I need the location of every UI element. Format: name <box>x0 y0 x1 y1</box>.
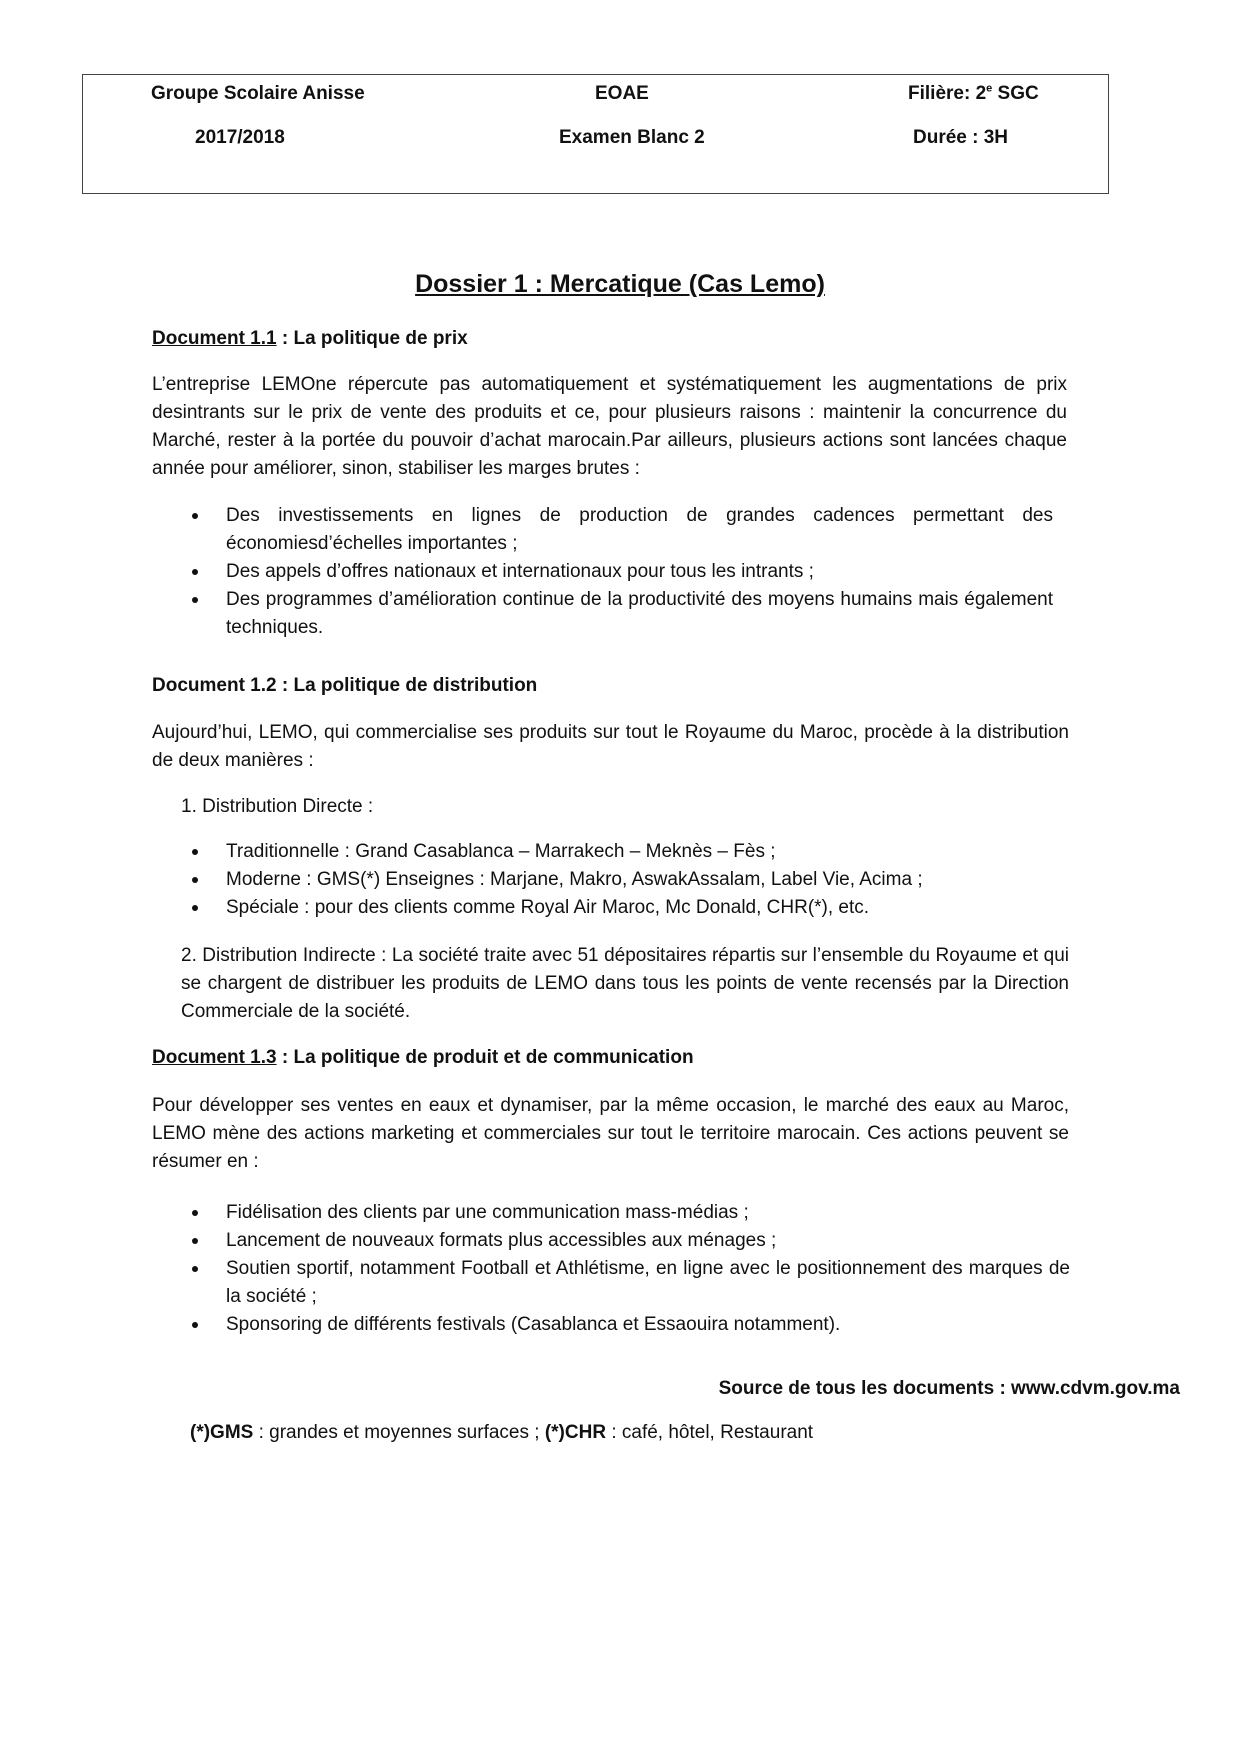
exam-header <box>82 74 1109 194</box>
page-title: Dossier 1 : Mercatique (Cas Lemo) <box>415 270 825 298</box>
exam-duration: Durée : 3H <box>913 127 1009 148</box>
doc2-paragraph: Aujourd’hui, LEMO, qui commercialise ses produits sur tout le Royaume du Maroc, procède à la distribution de deux manières : <box>152 722 1069 771</box>
doc3-paragraph: Pour développer ses ventes en eaux et dynamiser, par la même occasion, le marché des eaux au Maroc, LEMO mène des actions marketing et commerciales sur tout le territoire marocain. Ces actions peuvent se résumer en : <box>152 1095 1069 1172</box>
doc3-bullets <box>190 1199 1070 1339</box>
list-item: Traditionnelle : Grand Casablanca – Marrakech – Meknès – Fès ; <box>190 838 1070 866</box>
filiere: Filière: 2e SGC <box>908 82 1039 104</box>
doc2-heading: Document 1.2 : La politique de distribution <box>152 675 538 696</box>
list-item: Moderne : GMS(*) Enseignes : Marjane, Makro, AswakAssalam, Label Vie, Acima ; <box>190 866 1070 894</box>
source-line: Source de tous les documents : www.cdvm.gov.ma <box>718 1378 1180 1399</box>
list-item: Des programmes d’amélioration continue de la productivité des moyens humains mais également techniques. <box>190 586 1053 642</box>
list-item: Soutien sportif, notamment Football et Athlétisme, en ligne avec le positionnement des marques de la société ; <box>190 1255 1070 1311</box>
school-year: 2017/2018 <box>195 127 285 148</box>
doc1-heading: Document 1.1 : La politique de prix <box>152 328 468 349</box>
doc3-heading: Document 1.3 : La politique de produit et de communication <box>152 1047 694 1068</box>
doc2-bullets <box>190 838 1070 922</box>
list-item: Lancement de nouveaux formats plus accessibles aux ménages ; <box>190 1227 1070 1255</box>
center-name: EOAE <box>595 83 649 104</box>
school-name: Groupe Scolaire Anisse <box>151 83 365 104</box>
list-item: Fidélisation des clients par une communication mass-médias ; <box>190 1199 1070 1227</box>
list-item: Spéciale : pour des clients comme Royal Air Maroc, Mc Donald, CHR(*), etc. <box>190 894 1070 922</box>
direct-distribution-label: 1. Distribution Directe : <box>181 796 374 817</box>
exam-name: Examen Blanc 2 <box>559 127 705 148</box>
doc1-bullets <box>190 502 1053 642</box>
footnote: (*)GMS : grandes et moyennes surfaces ; (*)CHR : café, hôtel, Restaurant <box>190 1422 814 1443</box>
list-item: Sponsoring de différents festivals (Casablanca et Essaouira notamment). <box>190 1311 1070 1339</box>
doc1-paragraph: L’entreprise LEMOne répercute pas automatiquement et systématiquement les augmentations de prix desintrants sur le prix de vente des produits et ce, pour plusieurs raisons : maintenir la concurrence du Marché, rester à la portée du pouvoir d’achat marocain.Par ailleurs, plusieurs actions sont lancées chaque année pour améliorer, sinon, stabiliser les marges brutes : <box>152 374 1067 479</box>
list-item: Des appels d’offres nationaux et internationaux pour tous les intrants ; <box>190 558 1053 586</box>
list-item: Des investissements en lignes de production de grandes cadences permettant des économiesd’échelles importantes ; <box>190 502 1053 558</box>
indirect-distribution: 2. Distribution Indirecte : La société traite avec 51 dépositaires répartis sur l’ensemble du Royaume et qui se chargent de distribuer les produits de LEMO dans tous les points de vente recensés par la Direction Commerciale de la société. <box>181 945 1069 1022</box>
